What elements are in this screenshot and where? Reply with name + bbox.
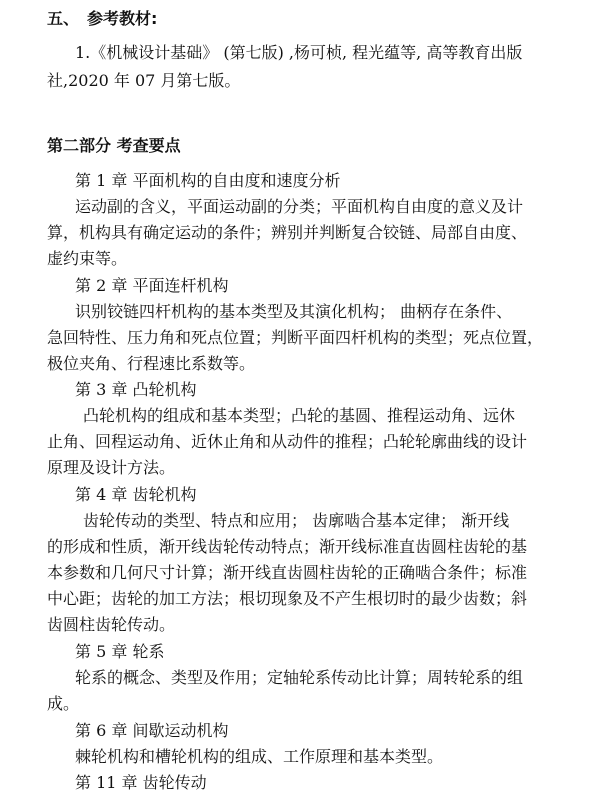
reference-item-line-1: 1.《机械设计基础》 (第七版) ,杨可桢, 程光蕴等, 高等教育出版: [75, 43, 523, 62]
chapter-2-text-line: 识别铰链四杆机构的基本类型及其演化机构； 曲柄存在条件、: [75, 302, 513, 321]
chapter-title-6: 第 6 章 间歇运动机构: [75, 721, 229, 740]
chapter-5-text-line: 成。: [47, 694, 80, 713]
chapter-title-4: 第 4 章 齿轮机构: [75, 485, 197, 504]
chapter-title-5: 第 5 章 轮系: [75, 642, 165, 661]
chapter-3-text-line: 原理及设计方法。: [47, 458, 176, 477]
chapter-title-1: 第 1 章 平面机构的自由度和速度分析: [75, 171, 341, 190]
chapter-4-text-line: 中心距；齿轮的加工方法；根切现象及不产生根切时的最少齿数；斜: [47, 589, 528, 608]
section-heading-references: 五、 参考教材:: [47, 9, 158, 28]
chapter-4-text-line: 齿圆柱齿轮传动。: [47, 615, 176, 634]
chapter-2-text-line: 极位夹角、行程速比系数等。: [47, 354, 256, 373]
chapter-1-text-line: 运动副的含义，平面运动副的分类；平面机构自由度的意义及计: [75, 197, 524, 216]
reference-item-line-2: 社,2020 年 07 月第七版。: [47, 71, 241, 90]
chapter-6-text-line: 棘轮机构和槽轮机构的组成、工作原理和基本类型。: [75, 747, 444, 766]
chapter-title-2: 第 2 章 平面连杆机构: [75, 276, 229, 295]
chapter-5-text-line: 轮系的概念、类型及作用；定轴轮系传动比计算；周转轮系的组: [75, 668, 524, 687]
chapter-2-text-line: 急回特性、压力角和死点位置；判断平面四杆机构的类型；死点位置，: [47, 328, 544, 347]
chapter-4-text-line: 本参数和几何尺寸计算；渐开线直齿圆柱齿轮的正确啮合条件；标准: [47, 563, 528, 582]
chapter-4-text-line: 的形成和性质，渐开线齿轮传动特点；渐开线标准直齿圆柱齿轮的基: [47, 537, 528, 556]
chapter-title-11: 第 11 章 齿轮传动: [75, 773, 207, 792]
chapter-3-text-line: 凸轮机构的组成和基本类型；凸轮的基圆、推程运动角、远休: [83, 406, 516, 425]
chapter-title-3: 第 3 章 凸轮机构: [75, 380, 197, 399]
part-heading: 第二部分 考查要点: [47, 136, 181, 155]
chapter-1-text-line: 算，机构具有确定运动的条件；辨别并判断复合铰链、局部自由度、: [47, 223, 528, 242]
chapter-1-text-line: 虚约束等。: [47, 249, 128, 268]
chapter-4-text-line: 齿轮传动的类型、特点和应用； 齿廓啮合基本定律； 渐开线: [83, 511, 510, 530]
chapter-3-text-line: 止角、回程运动角、近休止角和从动件的推程；凸轮轮廓曲线的设计: [47, 432, 528, 451]
